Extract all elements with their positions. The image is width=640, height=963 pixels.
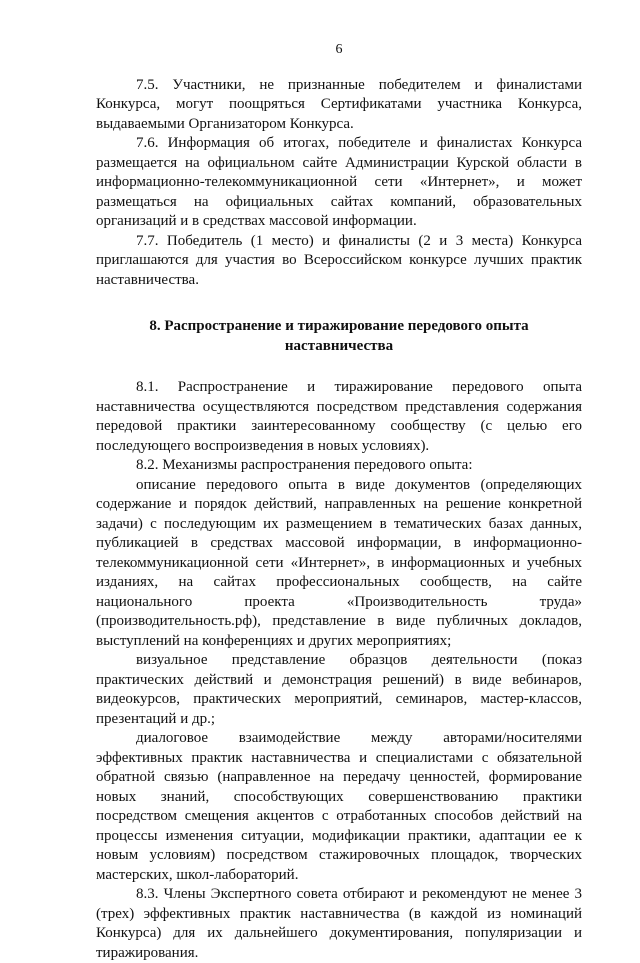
mechanism-dialogue: диалоговое взаимодействие между авторами/носителями эффективных практик наставничества и специалистами с обязательной обратной связью (направленное на передачу ценностей, формирование новых знаний, способствующих совершенствованию практики посредством смещения акцентов с отработанных способов действий на процессы изменения ситуации, модификации практики, адаптации ее к новым условиям) посредством стажировочных площадок, творческих мастерских, школ-лабораторий. — [96, 730, 582, 883]
section-8-heading — [136, 316, 542, 356]
paragraph-8-3: 8.3. Члены Экспертного совета отбирают и рекомендуют не менее 3 (трех) эффективных практик наставничества (в каждой из номинаций Конкурса) для их дальнейшего документирования, популяризации и тиражирования. — [96, 886, 582, 961]
page-number: 6 — [335, 42, 343, 57]
paragraph-8-1: 8.1. Распространение и тиражирование передового опыта наставничества осуществляются посредством представления содержания передовой практики заинтересованному сообществу (с целью его последующего воспроизведения в новых условиях). — [96, 379, 582, 454]
section-8-heading-line1: 8. Распространение и тиражирование передового опыта — [149, 318, 529, 334]
mechanism-documents: описание передового опыта в виде документов (определяющих содержание и порядок действий, направленных на решение конкретной задачи) с последующим их размещением в тематических базах данных, публикацией в средствах массовой информации, в информационно-телекоммуникационной сети «Интернет», в информационных и учебных изданиях, на сайтах профессиональных сообществ, на сайте национального проекта «Производительность труда» (производительность.рф), представление в виде публичных докладов, выступлений на конференциях и других мероприятиях; — [96, 476, 582, 649]
paragraph-7-7: 7.7. Победитель (1 место) и финалисты (2 и 3 места) Конкурса приглашаются для участия во Всероссийском конкурсе лучших практик наставничества. — [96, 232, 582, 288]
paragraph-8-2: 8.2. Механизмы распространения передового опыта: — [136, 457, 473, 473]
paragraph-7-5: 7.5. Участники, не признанные победителем и финалистами Конкурса, могут поощряться Сертификатами участника Конкурса, выдаваемыми Организатором Конкурса. — [96, 76, 582, 132]
paragraph-7-6: 7.6. Информация об итогах, победителе и финалистах Конкурса размещается на официальном сайте Администрации Курской области в информационно-телекоммуникационной сети «Интернет», и может размещаться на официальных сайтах компаний, образовательных организаций и в средствах массовой информации. — [96, 135, 582, 229]
mechanism-visual: визуальное представление образцов деятельности (показ практических действий и демонстрация решений) в виде вебинаров, видеокурсов, практических мероприятий, семинаров, мастер-классов, презентаций и др.; — [96, 652, 582, 727]
section-8-heading-line2: наставничества — [284, 338, 394, 354]
